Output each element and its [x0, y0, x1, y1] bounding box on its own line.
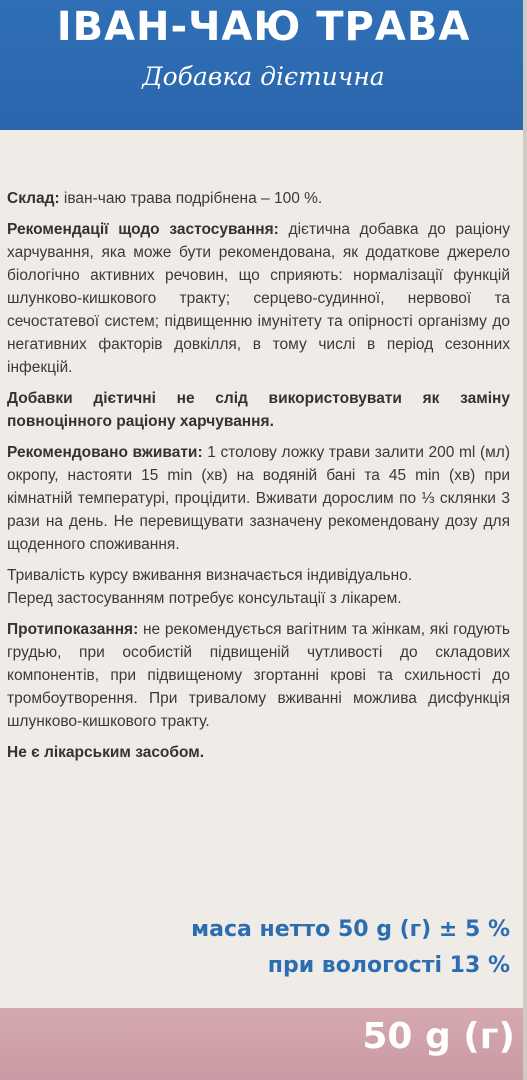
contra-label: Протипоказання: [7, 621, 139, 638]
recommendations-text: дієтична добавка до раціону харчування, яка може бути рекомендована, як додаткове джерело біологічно активних речовин, що сприяють: нормалізації функцій шлунково-кишкового тракту; серцево-судинної, нервової та сечостатевої систем; підвищенню імунітету та опірності організму до негативних факторів довкілля, в тому числі в період сезонних інфекцій. [7, 221, 510, 376]
product-title: ІВАН-ЧАЮ ТРАВА [56, 4, 471, 50]
recommendations-paragraph [7, 218, 510, 379]
consult-line: Перед застосуванням потребує консультації з лікарем. [7, 590, 402, 607]
footer-weight: 50 g (г) [362, 1016, 515, 1057]
usage-label: Рекомендовано вживати: [7, 444, 203, 461]
composition-paragraph [7, 187, 510, 210]
recommendations-label: Рекомендації щодо застосування: [7, 221, 279, 238]
not-medicine-note: Не є лікарським засобом. [7, 744, 205, 761]
product-subtitle: Добавка дієтична [142, 62, 385, 91]
composition-text: іван-чаю трава подрібнена – 100 %. [59, 190, 323, 207]
net-weight-block [0, 912, 510, 984]
net-mass-line: маса нетто 50 g (г) ± 5 % [191, 917, 510, 942]
usage-text: 1 столову ложку трави залити 200 ml (мл) окропу, настояти 15 min (хв) на водяній бані та 45 min (хв) при кімнатній температурі, процідити. Вживати дорослим по ⅓ склянки 3 рази на день. Не перевищувати зазначену рекомендовану дозу для щоденного споживання. [7, 444, 510, 553]
label-text [7, 187, 510, 772]
header-band [0, 0, 527, 130]
box-edge [523, 0, 527, 1080]
usage-paragraph [7, 441, 510, 556]
composition-label: Склад: [7, 190, 60, 207]
footer-band [0, 1008, 527, 1080]
duration-line: Тривалість курсу вживання визначається індивідуально. [7, 567, 413, 584]
contra-text: не рекомендується вагітним та жінкам, які годують грудью, при особистій підвищеній чутливості до складових компонентів, при підвищеному згортанні крові та схильності до тромбоутворення. При тривалому вживанні можлива дисфункція шлунково-кишкового тракту. [7, 621, 510, 730]
humidity-line: при вологості 13 % [267, 953, 510, 978]
warning-paragraph: Добавки дієтичні не слід використовувати як заміну повноцінного раціону харчування. [7, 390, 510, 430]
contra-paragraph [7, 618, 510, 733]
